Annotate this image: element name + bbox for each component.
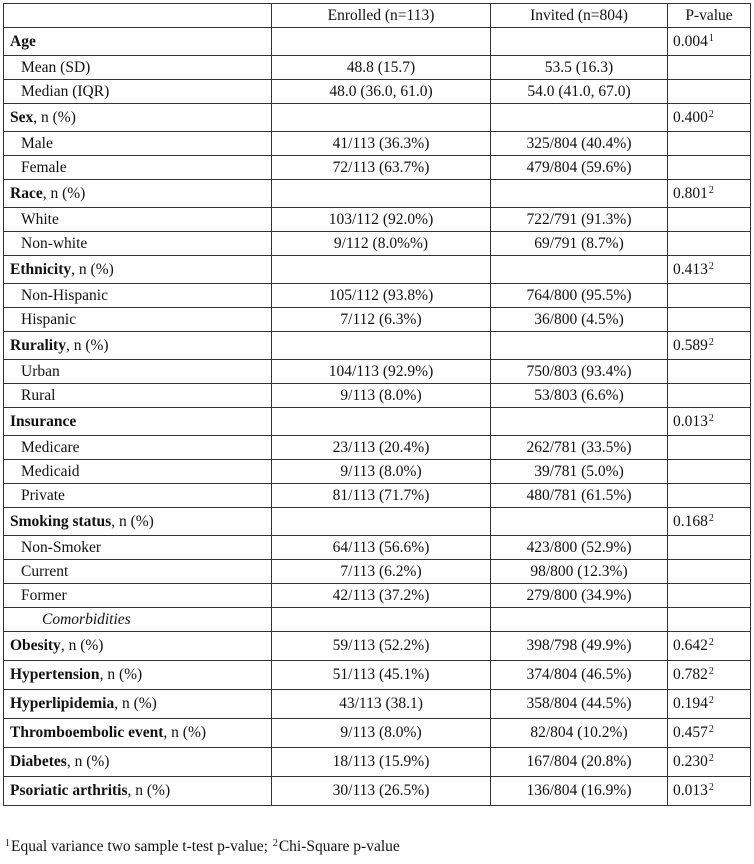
p-value-footnote-marker: 2 — [708, 108, 714, 120]
row-label-suffix: , n (%) — [127, 782, 171, 799]
table-row — [4, 332, 751, 360]
row-label: Median (IQR) — [21, 82, 110, 100]
table-row — [4, 156, 751, 180]
row-label: Rural — [21, 386, 56, 404]
p-value: 0.413 — [673, 260, 708, 278]
row-label: Medicare — [21, 438, 80, 456]
enrolled-cell: 104/113 (92.9%) — [272, 360, 491, 384]
invited-cell: 136/804 (16.9%) — [491, 777, 668, 806]
invited-cell — [491, 180, 668, 208]
row-label-suffix: , n (%) — [60, 637, 104, 654]
row-label-suffix: , n (%) — [163, 724, 207, 741]
row-label: Non-Smoker — [21, 538, 102, 556]
table-row — [4, 360, 751, 384]
row-label-cell — [4, 632, 272, 661]
table-row — [4, 460, 751, 484]
row-label-bold: Diabetes — [10, 753, 67, 770]
row-label: Urban — [21, 362, 60, 380]
invited-cell — [491, 332, 668, 360]
footnote — [4, 838, 400, 856]
row-label-bold: Obesity — [10, 637, 61, 654]
p-value: 0.782 — [673, 666, 708, 683]
table-row — [4, 256, 751, 284]
row-label-cell — [4, 208, 272, 232]
p-value-cell — [668, 777, 751, 806]
table-row — [4, 748, 751, 777]
p-value-cell — [668, 232, 751, 256]
p-value-footnote-marker: 2 — [708, 260, 714, 272]
enrolled-cell: 9/113 (8.0%) — [272, 719, 491, 748]
p-value-footnote-marker: 2 — [708, 695, 714, 706]
header-label — [4, 4, 272, 28]
p-value-cell — [668, 508, 751, 536]
enrolled-cell: 43/113 (38.1) — [272, 690, 491, 719]
p-value-footnote-marker: 2 — [708, 336, 714, 348]
invited-cell: 39/781 (5.0%) — [491, 460, 668, 484]
row-label-bold: Sex — [10, 108, 34, 126]
row-label: Current — [21, 562, 69, 580]
row-label-suffix: , n (%) — [33, 108, 76, 126]
p-value: 0.400 — [673, 108, 708, 126]
row-label-cell — [4, 360, 272, 384]
table-row — [4, 132, 751, 156]
invited-cell — [491, 408, 668, 436]
row-label-suffix: , n (%) — [65, 336, 109, 354]
invited-cell: 325/804 (40.4%) — [491, 132, 668, 156]
row-label-cell — [4, 484, 272, 508]
row-label-bold: Insurance — [10, 412, 77, 430]
header-row — [4, 4, 751, 28]
row-label-cell — [4, 256, 272, 284]
p-value-cell — [668, 436, 751, 460]
table-row — [4, 408, 751, 436]
row-label: Mean (SD) — [21, 58, 91, 76]
p-value-cell — [668, 748, 751, 777]
p-value-cell — [668, 460, 751, 484]
invited-cell: 98/800 (12.3%) — [491, 560, 668, 584]
invited-cell — [491, 256, 668, 284]
p-value-cell — [668, 132, 751, 156]
p-value-cell — [668, 308, 751, 332]
enrolled-cell: 30/113 (26.5%) — [272, 777, 491, 806]
row-label-suffix: , n (%) — [42, 184, 86, 202]
p-value-footnote-marker: 2 — [708, 782, 714, 793]
p-value-footnote-marker: 2 — [708, 724, 714, 735]
row-label-cell — [4, 560, 272, 584]
invited-cell: 82/804 (10.2%) — [491, 719, 668, 748]
p-value: 0.801 — [673, 184, 708, 202]
invited-cell: 374/804 (46.5%) — [491, 661, 668, 690]
table-row — [4, 484, 751, 508]
p-value-footnote-marker: 2 — [708, 666, 714, 677]
row-label-cell — [4, 719, 272, 748]
p-value-cell — [668, 560, 751, 584]
row-label-bold: Hypertension — [10, 666, 100, 683]
row-label-cell — [4, 384, 272, 408]
p-value-cell — [668, 284, 751, 308]
p-value-cell — [668, 332, 751, 360]
p-value-cell — [668, 690, 751, 719]
p-value-cell — [668, 360, 751, 384]
row-label-cell — [4, 284, 272, 308]
row-label-cell — [4, 777, 272, 806]
row-label-cell — [4, 584, 272, 608]
invited-cell: 36/800 (4.5%) — [491, 308, 668, 332]
p-value: 0.168 — [673, 512, 708, 530]
table-row — [4, 777, 751, 806]
enrolled-cell — [272, 332, 491, 360]
enrolled-cell: 23/113 (20.4%) — [272, 436, 491, 460]
invited-cell — [491, 608, 668, 632]
table-row — [4, 584, 751, 608]
row-label-bold: Hyperlipidemia — [10, 695, 115, 712]
enrolled-cell: 59/113 (52.2%) — [272, 632, 491, 661]
enrolled-cell: 9/113 (8.0%) — [272, 460, 491, 484]
row-label: Medicaid — [21, 462, 80, 480]
row-label-cell — [4, 536, 272, 560]
enrolled-cell — [272, 104, 491, 132]
demographics-table — [3, 3, 751, 806]
table-row — [4, 508, 751, 536]
row-label-cell — [4, 661, 272, 690]
invited-cell: 53/803 (6.6%) — [491, 384, 668, 408]
invited-cell — [491, 104, 668, 132]
p-value-cell — [668, 719, 751, 748]
footnote-marker-1: 1 — [5, 838, 10, 849]
row-label: White — [21, 210, 59, 228]
enrolled-cell — [272, 608, 491, 632]
enrolled-cell: 18/113 (15.9%) — [272, 748, 491, 777]
table-row — [4, 384, 751, 408]
row-label: Non-white — [21, 234, 88, 252]
invited-cell: 358/804 (44.5%) — [491, 690, 668, 719]
row-label-cell — [4, 56, 272, 80]
p-value-cell — [668, 384, 751, 408]
table-row — [4, 632, 751, 661]
table-row — [4, 232, 751, 256]
row-label-bold: Rurality — [10, 336, 66, 354]
row-label-cell — [4, 748, 272, 777]
header-enrolled: Enrolled (n=113) — [272, 4, 491, 28]
table-row — [4, 208, 751, 232]
row-label-cell — [4, 232, 272, 256]
table-row — [4, 180, 751, 208]
table-row — [4, 436, 751, 460]
p-value-cell — [668, 484, 751, 508]
footnote-text-1: Equal variance two sample t-test p-value; — [11, 838, 272, 855]
enrolled-cell — [272, 256, 491, 284]
p-value: 0.589 — [673, 336, 708, 354]
header-p-value: P-value — [668, 4, 751, 28]
row-label: Female — [21, 158, 67, 176]
p-value-cell — [668, 180, 751, 208]
table-row — [4, 690, 751, 719]
table-row — [4, 284, 751, 308]
row-label-bold: Race — [10, 184, 43, 202]
footnote-text-2: Chi-Square p-value — [278, 838, 400, 855]
enrolled-cell: 7/113 (6.2%) — [272, 560, 491, 584]
enrolled-cell — [272, 508, 491, 536]
enrolled-cell: 81/113 (71.7%) — [272, 484, 491, 508]
enrolled-cell: 103/112 (92.0%) — [272, 208, 491, 232]
enrolled-cell — [272, 28, 491, 56]
row-label-cell — [4, 104, 272, 132]
enrolled-cell: 72/113 (63.7%) — [272, 156, 491, 180]
p-value-footnote-marker: 2 — [708, 753, 714, 764]
enrolled-cell — [272, 408, 491, 436]
p-value-cell — [668, 632, 751, 661]
invited-cell: 479/804 (59.6%) — [491, 156, 668, 180]
p-value-cell — [668, 608, 751, 632]
row-label: Male — [21, 134, 53, 152]
p-value: 0.004 — [673, 32, 708, 50]
row-label-cell — [4, 436, 272, 460]
row-label-bold: Thromboembolic event — [10, 724, 164, 741]
invited-cell: 54.0 (41.0, 67.0) — [491, 80, 668, 104]
table-row — [4, 80, 751, 104]
invited-cell: 167/804 (20.8%) — [491, 748, 668, 777]
invited-cell: 764/800 (95.5%) — [491, 284, 668, 308]
invited-cell: 423/800 (52.9%) — [491, 536, 668, 560]
row-label-bold: Ethnicity — [10, 260, 72, 278]
row-label-bold: Age — [10, 32, 36, 50]
p-value: 0.230 — [673, 753, 708, 770]
invited-cell: 398/798 (49.9%) — [491, 632, 668, 661]
row-label-cell — [4, 508, 272, 536]
table-row — [4, 719, 751, 748]
table-row — [4, 608, 751, 632]
invited-cell: 53.5 (16.3) — [491, 56, 668, 80]
p-value-cell — [668, 28, 751, 56]
row-label: Former — [21, 586, 67, 604]
table-row — [4, 56, 751, 80]
row-label-cell — [4, 308, 272, 332]
invited-cell — [491, 28, 668, 56]
p-value-footnote-marker: 2 — [708, 637, 714, 648]
p-value: 0.013 — [673, 412, 708, 430]
footnote-marker-2: 2 — [272, 838, 278, 849]
invited-cell: 262/781 (33.5%) — [491, 436, 668, 460]
row-label-cell — [4, 608, 272, 632]
row-label-cell — [4, 28, 272, 56]
invited-cell: 69/791 (8.7%) — [491, 232, 668, 256]
row-label: Private — [21, 486, 65, 504]
row-label-bold: Smoking status — [10, 512, 112, 530]
row-label-suffix: , n (%) — [111, 512, 154, 530]
table-row — [4, 308, 751, 332]
row-label-cell — [4, 332, 272, 360]
p-value-cell — [668, 208, 751, 232]
p-value-footnote-marker: 1 — [708, 32, 714, 44]
row-label-cell — [4, 180, 272, 208]
enrolled-cell: 9/112 (8.0%%) — [272, 232, 491, 256]
enrolled-cell: 9/113 (8.0%) — [272, 384, 491, 408]
row-label-cell — [4, 408, 272, 436]
p-value-cell — [668, 256, 751, 284]
enrolled-cell: 48.0 (36.0, 61.0) — [272, 80, 491, 104]
p-value-cell — [668, 80, 751, 104]
table-row — [4, 661, 751, 690]
enrolled-cell — [272, 180, 491, 208]
row-label-suffix: , n (%) — [99, 666, 143, 683]
invited-cell: 480/781 (61.5%) — [491, 484, 668, 508]
p-value-footnote-marker: 2 — [708, 512, 714, 524]
table-row — [4, 104, 751, 132]
row-label-suffix: , n (%) — [71, 260, 114, 278]
p-value-cell — [668, 104, 751, 132]
enrolled-cell: 42/113 (37.2%) — [272, 584, 491, 608]
invited-cell: 722/791 (91.3%) — [491, 208, 668, 232]
enrolled-cell: 105/112 (93.8%) — [272, 284, 491, 308]
row-label-cell — [4, 132, 272, 156]
table-row — [4, 28, 751, 56]
enrolled-cell: 41/113 (36.3%) — [272, 132, 491, 156]
enrolled-cell: 48.8 (15.7) — [272, 56, 491, 80]
enrolled-cell: 7/112 (6.3%) — [272, 308, 491, 332]
invited-cell — [491, 508, 668, 536]
table-row — [4, 536, 751, 560]
row-label-cell — [4, 156, 272, 180]
p-value: 0.457 — [673, 724, 708, 741]
enrolled-cell: 64/113 (56.6%) — [272, 536, 491, 560]
p-value-cell — [668, 56, 751, 80]
row-label: Non-Hispanic — [21, 286, 108, 304]
p-value-cell — [668, 661, 751, 690]
invited-cell: 279/800 (34.9%) — [491, 584, 668, 608]
p-value-footnote-marker: 2 — [708, 412, 714, 424]
p-value-footnote-marker: 2 — [708, 184, 714, 196]
p-value-cell — [668, 584, 751, 608]
table-row — [4, 560, 751, 584]
enrolled-cell: 51/113 (45.1%) — [272, 661, 491, 690]
p-value: 0.013 — [673, 782, 708, 799]
p-value: 0.642 — [673, 637, 708, 654]
row-label-suffix: , n (%) — [66, 753, 110, 770]
p-value: 0.194 — [673, 695, 708, 712]
p-value-cell — [668, 408, 751, 436]
row-label-cell — [4, 460, 272, 484]
invited-cell: 750/803 (93.4%) — [491, 360, 668, 384]
table-body — [4, 28, 751, 806]
row-label: Comorbidities — [42, 610, 131, 628]
row-label-bold: Psoriatic arthritis — [10, 782, 128, 799]
header-invited: Invited (n=804) — [491, 4, 668, 28]
row-label-cell — [4, 80, 272, 104]
row-label-cell — [4, 690, 272, 719]
p-value-cell — [668, 156, 751, 180]
row-label: Hispanic — [21, 310, 77, 328]
row-label-suffix: , n (%) — [114, 695, 157, 712]
p-value-cell — [668, 536, 751, 560]
